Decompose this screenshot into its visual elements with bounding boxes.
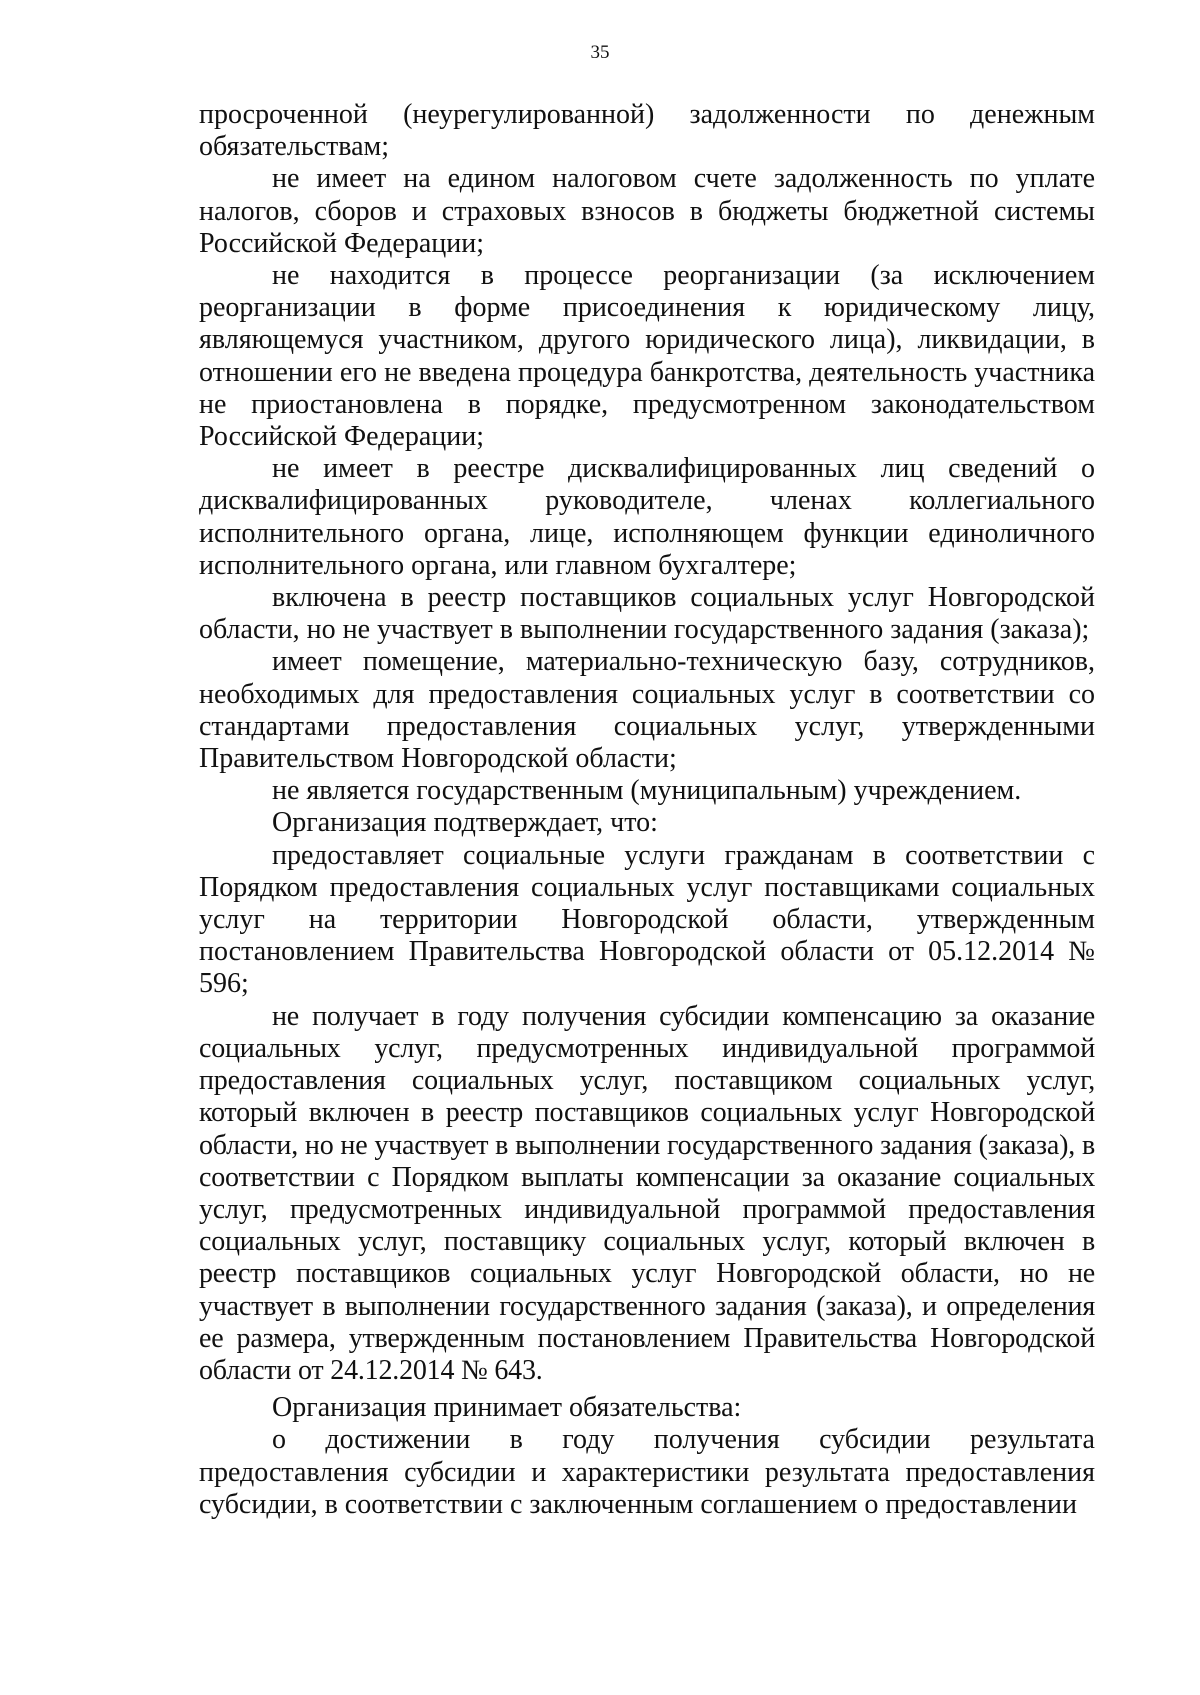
paragraph: имеет помещение, материально-техническую базу, сотрудников, необходимых для предоставления социальных услуг в соответствии со стандартами предоставления социальных услуг, утвержденными Правительством Новгородской области; (199, 646, 1095, 775)
paragraph: не находится в процессе реорганизации (за исключением реорганизации в форме присоединения к юридическому лицу, являющемуся участником, другого юридического лица), ликвидации, в отношении его не введена процедура банкротства, деятельность участника не приостановлена в порядке, предусмотренном законодательством Российской Федерации; (199, 260, 1095, 453)
paragraph: включена в реестр поставщиков социальных услуг Новгородской области, но не участвует в выполнении государственного задания (заказа); (199, 582, 1095, 646)
paragraph: не получает в году получения субсидии компенсацию за оказание социальных услуг, предусмотренных индивидуальной программой предоставления социальных услуг, поставщиком социальных услуг, который включен в реестр поставщиков социальных услуг Новгородской области, но не участвует в выполнении государственного задания (заказа), в соответствии с Порядком выплаты компенсации за оказание социальных услуг, предусмотренных индивидуальной программой предоставления социальных услуг, поставщику социальных услуг, который включен в реестр поставщиков социальных услуг Новгородской области, но не участвует в выполнении государственного задания (заказа), и определения ее размера, утвержденным постановлением Правительства Новгородской области от 24.12.2014 № 643. (199, 1000, 1095, 1386)
paragraph: Организация принимает обязательства: (272, 1392, 742, 1424)
paragraph: о достижении в году получения субсидии результата предоставления субсидии и характеристики результата предоставления субсидии, в соответствии с заключенным соглашением о предоставлении (199, 1424, 1095, 1520)
paragraph: не имеет на едином налоговом счете задолженность по уплате налогов, сборов и страховых взносов в бюджеты бюджетной системы Российской Федерации; (199, 163, 1095, 259)
document-body (199, 99, 1095, 1521)
paragraph: не является государственным (муниципальным) учреждением. (272, 775, 1022, 807)
paragraph: предоставляет социальные услуги гражданам в соответствии с Порядком предоставления социальных услуг поставщиками социальных услуг на территории Новгородской области, утвержденным постановлением Правительства Новгородской области от 05.12.2014 № 596; (199, 839, 1095, 1000)
paragraph-continuation: просроченной (неурегулированной) задолженности по денежным обязательствам; (199, 99, 1095, 163)
paragraph: не имеет в реестре дисквалифицированных лиц сведений о дисквалифицированных руководителе, членах коллегиального исполнительного органа, лице, исполняющем функции единоличного исполнительного органа, или главном бухгалтере; (199, 453, 1095, 581)
paragraph: Организация подтверждает, что: (272, 807, 658, 839)
page-number: 35 (590, 42, 610, 63)
